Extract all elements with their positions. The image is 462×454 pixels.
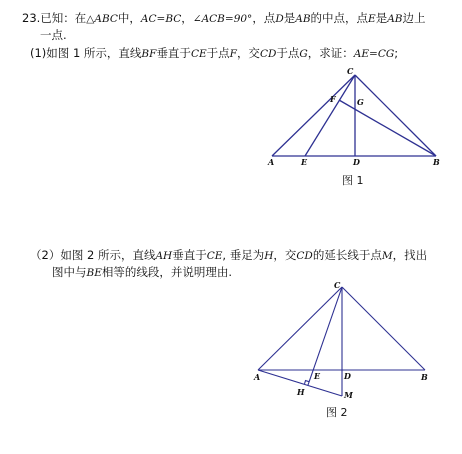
part2-question-line1: （2）如图 2 所示，直线AH垂直于CE, 垂足为H，交CD的延长线于点M，找出 <box>30 248 428 262</box>
fig2-label-H: H <box>297 387 305 397</box>
fig1-segment-AC <box>272 75 355 156</box>
part1-question: (1)如图 1 所示，直线BF垂直于CE于点F，交CD于点G，求证：AE=CG; <box>30 46 399 60</box>
fig2-label-A: A <box>254 372 261 382</box>
fig2-label-D: D <box>344 371 351 381</box>
problem-number: 23. <box>22 11 41 25</box>
fig2-segment-BC <box>342 287 425 370</box>
fig1-label-B: B <box>433 157 440 167</box>
figure1 <box>267 66 440 167</box>
figure2 <box>253 280 428 400</box>
figure1-caption: 图 1 <box>342 174 364 187</box>
fig1-label-F: F <box>330 94 336 104</box>
fig1-label-D: D <box>353 157 360 167</box>
fig1-label-C: C <box>347 66 354 76</box>
fig2-segment-AC <box>258 287 342 370</box>
fig1-label-E: E <box>301 157 308 167</box>
problem-statement-line1: 23.已知：在△ABC中，AC=BC，∠ACB=90°，点D是AB的中点，点E是AB边上 <box>22 11 426 25</box>
fig1-segment-CE <box>305 75 355 156</box>
fig1-label-G: G <box>357 97 364 107</box>
fig2-label-C: C <box>334 280 341 290</box>
fig2-label-M: M <box>344 390 353 400</box>
figure2-caption: 图 2 <box>326 406 348 419</box>
problem-statement-line2: 一点. <box>40 28 67 42</box>
fig1-label-A: A <box>268 157 275 167</box>
fig1-segment-BC <box>355 75 436 156</box>
fig2-label-B: B <box>421 372 428 382</box>
fig2-label-E: E <box>314 371 321 381</box>
part2-question-line2: 图中与BE相等的线段，并说明理由. <box>52 265 233 279</box>
